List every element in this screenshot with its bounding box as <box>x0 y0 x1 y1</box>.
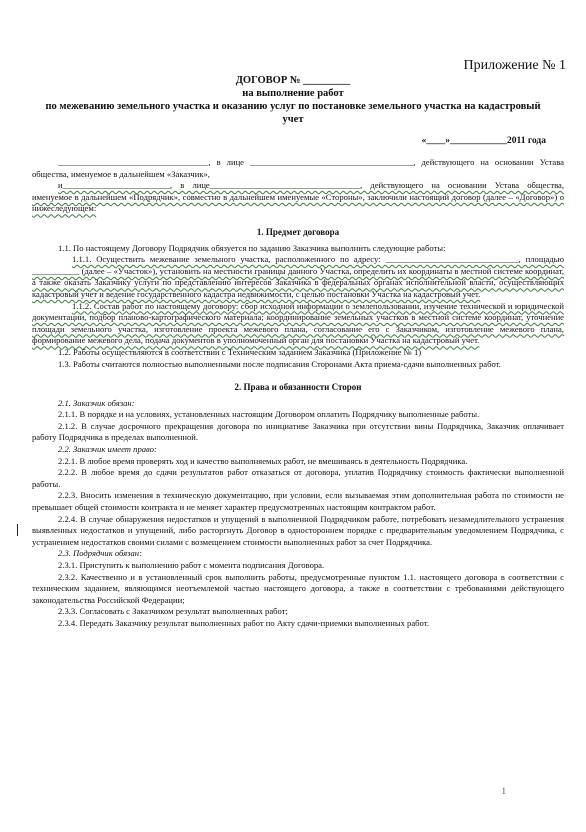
intro-paragraph: и_________________________, в лице___________________________________, действующего на основании Устава общества, именуемое в дальнейшем «Подрядчик», совместно в дальнейшем именуемые «Стороны», заключили настоящий договор (далее – «Договор») о нижеследующем: <box>32 180 564 214</box>
contract-title: ДОГОВОР № _________ <box>235 75 351 86</box>
intro-paragraph: ___________________________________, в лице ______________________________________, действующего на основании Устава общества, именуемое в дальнейшем «Заказчик», <box>32 157 564 179</box>
clause: 1.1.2. Состав работ по настоящему договору: сбор исходной информации о землепользовании, изучение технической и юридической документации, подбор планово-картографического материала; координирование земельных участков в местной системе координат, уточнение площади земельного участка, изготовление проекта межевого плана, согласование его с Заказчиком, изготовление межевого плана, формирование межевого дела, подача документов в уполномоченный орган для постановки Участка на кадастровый учет. <box>32 300 564 346</box>
section-1-heading: 1. Предмет договора <box>256 226 340 237</box>
contract-body <box>32 157 564 630</box>
contract-subtitle-3: учет <box>282 114 304 125</box>
clause: 2.3.2. Качественно и в установленный срок выполнить работы, предусмотренные пунктом 1.1. настоящего договора в соответствии с техническим заданием, являющимся неотъемлемой частью настоящего договора, а также в соответствии с требованиями действующего законодательства Российской Федерации; <box>32 571 564 605</box>
clause: 1.1.1. Осуществить межевание земельного участка, расположенного по адресу: _______________________________, площадью ___________ (далее – «Участок»), установить на местности границы данного Участка, определить их координаты в местной системе координат, а также оказать Заказчику услуги по представлению интересов Заказчика в федеральных органах исполнительной власти, осуществляющих кадастровый учет и ведение государственного кадастра недвижимости, с целью постановки Участка на кадастровый учет. <box>32 254 564 299</box>
clause: 2.2.1. В любое время проверять ход и качество выполняемых работ, не вмешиваясь в деятельность Подрядчика. <box>58 455 468 466</box>
contract-subtitle-1: на выполнение работ <box>242 88 344 99</box>
clause: 2.3.1. Приступить к выполнению работ с момента подписания Договора. <box>58 560 325 570</box>
contract-subtitle-2: по межеванию земельного участка и оказанию услуг по постановке земельного участка на кадастровый <box>45 101 541 112</box>
clause: 1.1. По настоящему Договору Подрядчик обязуется по заданию Заказчика выполнить следующие работы: <box>58 242 446 253</box>
appendix-label: Приложение № 1 <box>463 58 566 73</box>
clause: 1.2. Работы осуществляются в соответствии с Техническим заданием Заказчика (Приложение № 1) <box>58 346 422 357</box>
section-2-heading: 2. Права и обязанности Сторон <box>234 382 362 393</box>
clause: 2.2.4. В случае обнаружения недостатков и упущений в выполненной Подрядчиком работе, потребовать незамедлительного устранения выявленных недостатков и упущений, либо расторгнуть Договор в одностороннем порядке с предварительным уведомлением Подрядчика, с устранением недостатков своими силами с возмещением стоимости выполненных работ за счет Подрядчика. <box>32 513 564 547</box>
contract-date: «____»____________2011 года <box>421 136 546 146</box>
clause: 2.2.2. В любое время до сдачи результатов работ отказаться от договора, уплатив Подрядчику стоимость фактически выполненной работы. <box>32 467 564 489</box>
contract-title-block <box>0 74 586 126</box>
subsection-heading: 2.1. Заказчик обязан: <box>58 397 135 408</box>
clause: 2.2.3. Вносить изменения в техническую документацию, при условии, если вызываемая этим дополнительная работа по стоимости не превышает общей стоимости контракта и не меняет характер предусмотренных настоящим контрактом работ. <box>32 490 564 513</box>
subsection-heading: 2.3. Подрядчик обязан: <box>58 548 142 559</box>
clause: 2.3.4. Передать Заказчику результат выполненных работ по Акту сдачи-приемки выполненных работ. <box>58 617 429 628</box>
clause: 1.3. Работы считаются полностью выполненными после подписания Сторонами Акта приема-сдачи выполненных работ. <box>58 358 501 369</box>
text-cursor <box>17 524 18 536</box>
clause: 2.3.3. Согласовать с Заказчиком результат выполненных работ; <box>58 606 288 617</box>
subsection-heading: 2.2. Заказчик имеет право: <box>58 444 157 455</box>
clause: 2.1.1. В порядке и на условиях, установленных настоящим Договором оплатить Подрядчику выполненные работы. <box>58 409 480 420</box>
page-number: 1 <box>501 786 506 796</box>
clause: 2.1.2. В случае досрочного прекращения договора по инициативе Заказчика при отсутствии вины Подрядчика, Заказчик оплачивает работу Подрядчика в пределах выполненной. <box>32 420 564 443</box>
